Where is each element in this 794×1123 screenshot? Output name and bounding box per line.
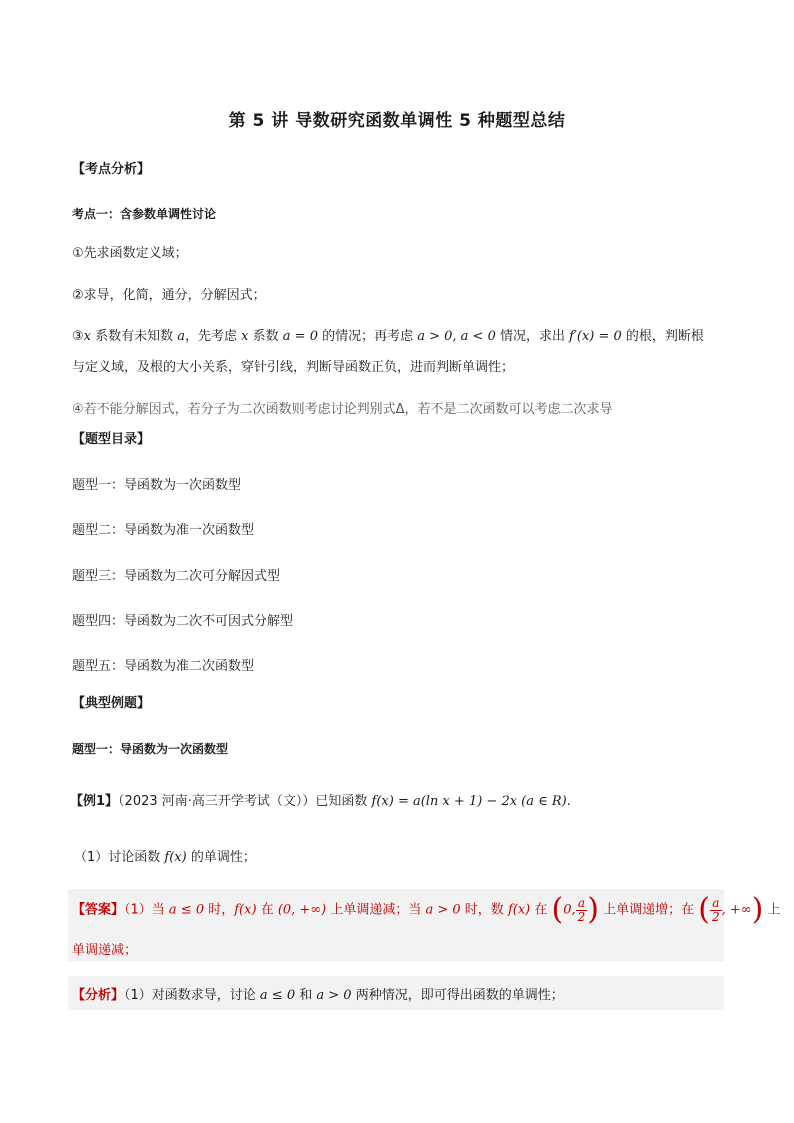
- math-x: x: [83, 329, 91, 344]
- section-examples-heading: 【典型例题】: [72, 696, 151, 711]
- analysis-text: （1）对函数求导，讨论: [124, 988, 260, 1003]
- step-2: ②求导，化简，通分，分解因式；: [72, 288, 266, 303]
- question-function: f(x): [164, 850, 187, 865]
- paren-close: ): [751, 892, 764, 927]
- paren-close: ): [587, 892, 599, 927]
- answer-line2: 单调递减；: [72, 943, 138, 958]
- answer-text: 时，数: [460, 902, 508, 918]
- fraction-denominator: 2: [711, 909, 720, 924]
- fraction-numerator: a: [710, 897, 722, 911]
- answer-tag: 【答案】: [72, 902, 125, 918]
- page-title: 第 5 讲 导数研究函数单调性 5 种题型总结: [228, 111, 566, 131]
- step-3-text: 系数有未知数: [91, 329, 178, 344]
- answer-text: 时，: [204, 902, 235, 918]
- step-3-text: ，先考虑: [185, 329, 242, 344]
- step-1: ①先求函数定义域；: [72, 246, 188, 261]
- math-a: a: [177, 329, 186, 344]
- step-3-text: 的根，判断根: [621, 329, 704, 344]
- catalog-item: 题型四：导函数为二次不可因式分解型: [72, 614, 294, 629]
- step-3-number: ③: [72, 329, 84, 344]
- step-3-text: 系数: [248, 329, 283, 344]
- answer-text: 上: [763, 902, 781, 918]
- fraction-denominator: 2: [577, 909, 586, 924]
- paren-open: (: [698, 892, 710, 927]
- example-end: .: [566, 794, 571, 809]
- question-text: 的单调性；: [186, 850, 256, 865]
- analysis-line: [72, 984, 564, 1003]
- step-3-line2: 与定义域，及根的大小关系，穿针引线，判断导函数正负，进而判断单调性；: [72, 360, 515, 375]
- answer-text: 在: [256, 902, 278, 918]
- math-condition: a ≤ 0: [168, 902, 205, 918]
- math-derivative-zero: f′(x) = 0: [569, 329, 622, 344]
- analysis-text: 两种情况，即可得出函数的单调性；: [351, 988, 564, 1003]
- catalog-item: 题型二：导函数为准一次函数型: [72, 523, 255, 538]
- answer-box: [68, 889, 781, 961]
- answer-text: （1）当: [124, 902, 169, 918]
- section-analysis-heading: 【考点分析】: [72, 162, 151, 177]
- section-catalog-heading: 【题型目录】: [72, 432, 151, 447]
- fraction-a-over-2: [710, 897, 722, 924]
- catalog-item: 题型五：导函数为准二次函数型: [72, 659, 255, 674]
- math-a-zero: a = 0: [282, 329, 318, 344]
- fraction-numerator: a: [576, 897, 588, 911]
- math-interval: (0, +∞): [277, 902, 327, 918]
- question-text: （1）讨论函数: [74, 850, 165, 865]
- step-3-text: 的情况；再考虑: [317, 329, 418, 344]
- paren-open: (: [551, 892, 564, 927]
- math-interval-right: , +∞: [721, 902, 752, 918]
- catalog-item: 题型三：导函数为二次可分解因式型: [72, 569, 281, 584]
- step-4: ④若不能分解因式，若分子为二次函数则考虑讨论判别式Δ，若不是二次函数可以考虑二次求导: [72, 402, 613, 417]
- answer-text: 在: [530, 902, 552, 918]
- math-function: f(x): [234, 902, 257, 918]
- analysis-box: [68, 976, 724, 1010]
- step-3-text: 情况，求出: [495, 329, 570, 344]
- math-condition: a > 0: [316, 988, 352, 1003]
- math-condition: a ≤ 0: [259, 988, 296, 1003]
- answer-text: 上单调递减；当: [326, 902, 426, 918]
- example-label: 【例1】: [70, 794, 119, 809]
- type1-heading: 题型一：导函数为一次函数型: [72, 742, 229, 756]
- math-function: f(x): [507, 902, 531, 918]
- math-a-cases: a > 0, a < 0: [417, 329, 496, 344]
- point1-heading: 考点一：含参数单调性讨论: [72, 207, 217, 221]
- catalog-item: 题型一：导函数为一次函数型: [72, 478, 242, 493]
- example-source: （2023 河南·高三开学考试（文））已知函数: [118, 794, 372, 809]
- math-interval-left: 0,: [563, 902, 576, 918]
- question-1: [74, 846, 256, 865]
- fraction-a-over-2: [576, 897, 588, 924]
- example-function: f(x) = a(ln x + 1) − 2x (a ∈ R): [371, 794, 567, 809]
- step-3-line1: [72, 325, 704, 344]
- math-condition: a > 0: [425, 902, 461, 918]
- example-1: [70, 790, 571, 809]
- analysis-tag: 【分析】: [72, 988, 125, 1003]
- answer-line1: [72, 892, 781, 927]
- math-x: x: [241, 329, 249, 344]
- answer-text: 上单调递增；在: [598, 902, 699, 918]
- analysis-text: 和: [295, 988, 317, 1003]
